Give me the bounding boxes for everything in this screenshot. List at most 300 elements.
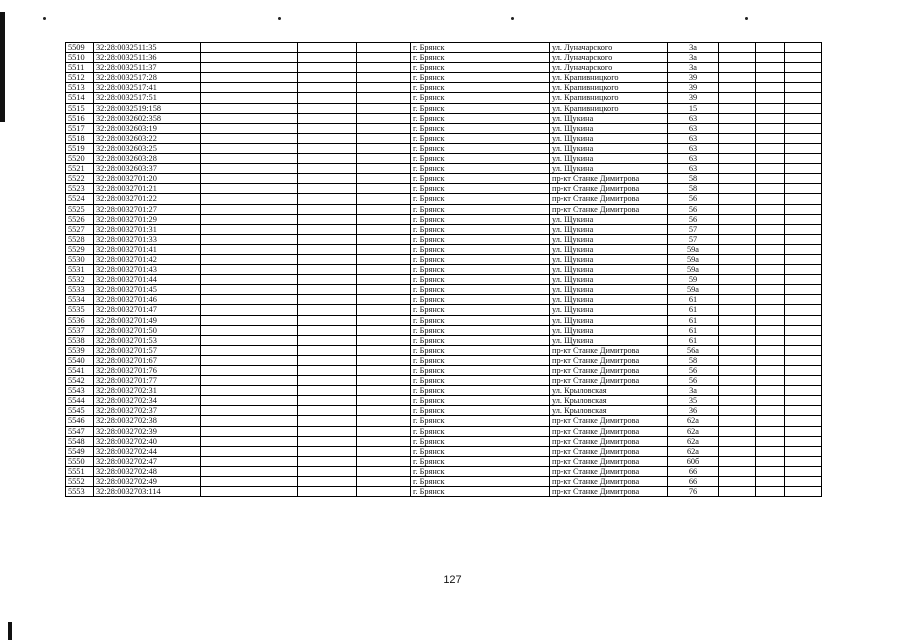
- table-row: [66, 174, 822, 184]
- blank-cell: [719, 275, 756, 285]
- blank-cell: [201, 154, 298, 164]
- blank-cell: [201, 275, 298, 285]
- cadastral-number-cell: 32:28:0032702:40: [94, 436, 201, 446]
- blank-cell: [357, 93, 411, 103]
- city-cell: г. Брянск: [411, 265, 550, 275]
- city-cell: г. Брянск: [411, 93, 550, 103]
- blank-cell: [298, 426, 357, 436]
- blank-cell: [785, 355, 822, 365]
- blank-cell: [719, 376, 756, 386]
- cadastral-number-cell: 32:28:0032603:28: [94, 154, 201, 164]
- blank-cell: [201, 244, 298, 254]
- table-row: [66, 265, 822, 275]
- blank-cell: [756, 376, 785, 386]
- blank-cell: [719, 487, 756, 497]
- house-number-cell: 39: [668, 83, 719, 93]
- blank-cell: [785, 416, 822, 426]
- house-number-cell: 63: [668, 164, 719, 174]
- blank-cell: [719, 295, 756, 305]
- blank-cell: [201, 376, 298, 386]
- blank-cell: [756, 83, 785, 93]
- blank-cell: [756, 335, 785, 345]
- blank-cell: [785, 184, 822, 194]
- blank-cell: [785, 164, 822, 174]
- blank-cell: [298, 254, 357, 264]
- city-cell: г. Брянск: [411, 113, 550, 123]
- blank-cell: [357, 376, 411, 386]
- street-cell: ул. Щукина: [550, 133, 668, 143]
- row-number-cell: 5547: [66, 426, 94, 436]
- blank-cell: [201, 305, 298, 315]
- blank-cell: [719, 154, 756, 164]
- blank-cell: [785, 214, 822, 224]
- blank-cell: [357, 325, 411, 335]
- blank-cell: [785, 53, 822, 63]
- street-cell: ул. Крапивницкого: [550, 93, 668, 103]
- table-row: [66, 244, 822, 254]
- blank-cell: [756, 305, 785, 315]
- row-number-cell: 5533: [66, 285, 94, 295]
- blank-cell: [357, 63, 411, 73]
- table-row: [66, 345, 822, 355]
- blank-cell: [719, 345, 756, 355]
- blank-cell: [719, 355, 756, 365]
- blank-cell: [719, 184, 756, 194]
- street-cell: пр-кт Станке Димитрова: [550, 416, 668, 426]
- blank-cell: [298, 345, 357, 355]
- blank-cell: [756, 164, 785, 174]
- row-number-cell: 5530: [66, 254, 94, 264]
- blank-cell: [357, 43, 411, 53]
- blank-cell: [357, 315, 411, 325]
- city-cell: г. Брянск: [411, 103, 550, 113]
- blank-cell: [298, 275, 357, 285]
- row-number-cell: 5509: [66, 43, 94, 53]
- blank-cell: [785, 133, 822, 143]
- blank-cell: [719, 43, 756, 53]
- row-number-cell: 5526: [66, 214, 94, 224]
- blank-cell: [298, 466, 357, 476]
- row-number-cell: 5514: [66, 93, 94, 103]
- street-cell: ул. Крапивницкого: [550, 73, 668, 83]
- blank-cell: [756, 456, 785, 466]
- blank-cell: [201, 466, 298, 476]
- city-cell: г. Брянск: [411, 305, 550, 315]
- blank-cell: [201, 345, 298, 355]
- street-cell: ул. Крыловская: [550, 396, 668, 406]
- blank-cell: [201, 456, 298, 466]
- blank-cell: [756, 63, 785, 73]
- blank-cell: [719, 204, 756, 214]
- row-number-cell: 5544: [66, 396, 94, 406]
- city-cell: г. Брянск: [411, 133, 550, 143]
- table-row: [66, 254, 822, 264]
- blank-cell: [756, 254, 785, 264]
- blank-cell: [201, 285, 298, 295]
- blank-cell: [785, 63, 822, 73]
- house-number-cell: 63: [668, 123, 719, 133]
- house-number-cell: 76: [668, 487, 719, 497]
- cadastral-number-cell: 32:28:0032701:33: [94, 234, 201, 244]
- blank-cell: [201, 73, 298, 83]
- city-cell: г. Брянск: [411, 63, 550, 73]
- blank-cell: [201, 93, 298, 103]
- row-number-cell: 5512: [66, 73, 94, 83]
- blank-cell: [719, 477, 756, 487]
- blank-cell: [719, 53, 756, 63]
- city-cell: г. Брянск: [411, 154, 550, 164]
- blank-cell: [298, 355, 357, 365]
- cadastral-number-cell: 32:28:0032701:22: [94, 194, 201, 204]
- house-number-cell: 58: [668, 184, 719, 194]
- blank-cell: [719, 366, 756, 376]
- blank-cell: [357, 123, 411, 133]
- city-cell: г. Брянск: [411, 315, 550, 325]
- blank-cell: [298, 174, 357, 184]
- cadastral-number-cell: 32:28:0032602:358: [94, 113, 201, 123]
- blank-cell: [719, 436, 756, 446]
- blank-cell: [201, 355, 298, 365]
- table-row: [66, 43, 822, 53]
- blank-cell: [298, 446, 357, 456]
- blank-cell: [719, 224, 756, 234]
- cadastral-number-cell: 32:28:0032702:39: [94, 426, 201, 436]
- cadastral-number-cell: 32:28:0032603:19: [94, 123, 201, 133]
- blank-cell: [785, 123, 822, 133]
- blank-cell: [357, 446, 411, 456]
- blank-cell: [719, 254, 756, 264]
- cadastral-number-cell: 32:28:0032511:37: [94, 63, 201, 73]
- blank-cell: [298, 285, 357, 295]
- cadastral-number-cell: 32:28:0032701:44: [94, 275, 201, 285]
- street-cell: ул. Крыловская: [550, 406, 668, 416]
- blank-cell: [756, 53, 785, 63]
- blank-cell: [756, 487, 785, 497]
- blank-cell: [756, 285, 785, 295]
- house-number-cell: 58: [668, 355, 719, 365]
- city-cell: г. Брянск: [411, 83, 550, 93]
- blank-cell: [201, 386, 298, 396]
- blank-cell: [357, 366, 411, 376]
- cadastral-number-cell: 32:28:0032702:47: [94, 456, 201, 466]
- house-number-cell: 66: [668, 466, 719, 476]
- blank-cell: [756, 406, 785, 416]
- cadastral-number-cell: 32:28:0032603:37: [94, 164, 201, 174]
- row-number-cell: 5550: [66, 456, 94, 466]
- city-cell: г. Брянск: [411, 416, 550, 426]
- house-number-cell: 62а: [668, 416, 719, 426]
- street-cell: ул. Крапивницкого: [550, 103, 668, 113]
- blank-cell: [756, 93, 785, 103]
- blank-cell: [756, 103, 785, 113]
- blank-cell: [357, 244, 411, 254]
- house-number-cell: 59а: [668, 254, 719, 264]
- blank-cell: [719, 456, 756, 466]
- blank-cell: [298, 113, 357, 123]
- blank-cell: [785, 325, 822, 335]
- house-number-cell: 61: [668, 335, 719, 345]
- street-cell: ул. Щукина: [550, 335, 668, 345]
- blank-cell: [298, 436, 357, 446]
- row-number-cell: 5537: [66, 325, 94, 335]
- blank-cell: [357, 487, 411, 497]
- blank-cell: [357, 295, 411, 305]
- blank-cell: [298, 366, 357, 376]
- street-cell: пр-кт Станке Димитрова: [550, 184, 668, 194]
- blank-cell: [785, 244, 822, 254]
- blank-cell: [298, 376, 357, 386]
- city-cell: г. Брянск: [411, 184, 550, 194]
- cadastral-number-cell: 32:28:0032701:20: [94, 174, 201, 184]
- city-cell: г. Брянск: [411, 335, 550, 345]
- blank-cell: [785, 174, 822, 184]
- blank-cell: [785, 224, 822, 234]
- city-cell: г. Брянск: [411, 285, 550, 295]
- street-cell: пр-кт Станке Димитрова: [550, 446, 668, 456]
- blank-cell: [756, 244, 785, 254]
- blank-cell: [201, 234, 298, 244]
- row-number-cell: 5546: [66, 416, 94, 426]
- house-number-cell: 3а: [668, 386, 719, 396]
- street-cell: ул. Луначарского: [550, 53, 668, 63]
- blank-cell: [756, 426, 785, 436]
- blank-cell: [201, 214, 298, 224]
- blank-cell: [756, 355, 785, 365]
- blank-cell: [719, 244, 756, 254]
- cadastral-number-cell: 32:28:0032511:35: [94, 43, 201, 53]
- city-cell: г. Брянск: [411, 477, 550, 487]
- blank-cell: [785, 446, 822, 456]
- blank-cell: [201, 113, 298, 123]
- table-row: [66, 184, 822, 194]
- city-cell: г. Брянск: [411, 204, 550, 214]
- cadastral-number-cell: 32:28:0032517:51: [94, 93, 201, 103]
- blank-cell: [756, 154, 785, 164]
- blank-cell: [785, 396, 822, 406]
- blank-cell: [298, 325, 357, 335]
- row-number-cell: 5538: [66, 335, 94, 345]
- blank-cell: [357, 174, 411, 184]
- city-cell: г. Брянск: [411, 355, 550, 365]
- cadastral-number-cell: 32:28:0032702:34: [94, 396, 201, 406]
- blank-cell: [756, 446, 785, 456]
- blank-cell: [357, 113, 411, 123]
- city-cell: г. Брянск: [411, 234, 550, 244]
- blank-cell: [201, 53, 298, 63]
- city-cell: г. Брянск: [411, 164, 550, 174]
- city-cell: г. Брянск: [411, 466, 550, 476]
- blank-cell: [785, 194, 822, 204]
- cadastral-number-cell: 32:28:0032702:44: [94, 446, 201, 456]
- cadastral-number-cell: 32:28:0032701:57: [94, 345, 201, 355]
- table-row: [66, 83, 822, 93]
- blank-cell: [785, 466, 822, 476]
- blank-cell: [719, 133, 756, 143]
- street-cell: пр-кт Станке Димитрова: [550, 456, 668, 466]
- blank-cell: [201, 83, 298, 93]
- house-number-cell: 63: [668, 113, 719, 123]
- cadastral-number-cell: 32:28:0032702:31: [94, 386, 201, 396]
- blank-cell: [756, 113, 785, 123]
- row-number-cell: 5539: [66, 345, 94, 355]
- street-cell: пр-кт Станке Димитрова: [550, 426, 668, 436]
- blank-cell: [201, 164, 298, 174]
- blank-cell: [298, 335, 357, 345]
- blank-cell: [719, 335, 756, 345]
- street-cell: ул. Щукина: [550, 214, 668, 224]
- blank-cell: [298, 295, 357, 305]
- blank-cell: [756, 265, 785, 275]
- blank-cell: [201, 325, 298, 335]
- row-number-cell: 5552: [66, 477, 94, 487]
- city-cell: г. Брянск: [411, 194, 550, 204]
- row-number-cell: 5534: [66, 295, 94, 305]
- blank-cell: [357, 103, 411, 113]
- street-cell: пр-кт Станке Димитрова: [550, 194, 668, 204]
- street-cell: ул. Крапивницкого: [550, 83, 668, 93]
- blank-cell: [357, 275, 411, 285]
- table-row: [66, 466, 822, 476]
- blank-cell: [785, 73, 822, 83]
- blank-cell: [201, 477, 298, 487]
- street-cell: пр-кт Станке Димитрова: [550, 355, 668, 365]
- blank-cell: [719, 325, 756, 335]
- table-row: [66, 113, 822, 123]
- row-number-cell: 5525: [66, 204, 94, 214]
- row-number-cell: 5536: [66, 315, 94, 325]
- row-number-cell: 5521: [66, 164, 94, 174]
- cadastral-number-cell: 32:28:0032701:45: [94, 285, 201, 295]
- blank-cell: [201, 436, 298, 446]
- house-number-cell: 59а: [668, 265, 719, 275]
- table-row: [66, 194, 822, 204]
- row-number-cell: 5520: [66, 154, 94, 164]
- row-number-cell: 5516: [66, 113, 94, 123]
- row-number-cell: 5551: [66, 466, 94, 476]
- blank-cell: [201, 396, 298, 406]
- city-cell: г. Брянск: [411, 345, 550, 355]
- city-cell: г. Брянск: [411, 275, 550, 285]
- blank-cell: [201, 426, 298, 436]
- blank-cell: [785, 436, 822, 446]
- street-cell: ул. Луначарского: [550, 63, 668, 73]
- blank-cell: [719, 214, 756, 224]
- table-row: [66, 285, 822, 295]
- blank-cell: [756, 73, 785, 83]
- blank-cell: [357, 73, 411, 83]
- blank-cell: [298, 133, 357, 143]
- city-cell: г. Брянск: [411, 214, 550, 224]
- blank-cell: [719, 386, 756, 396]
- blank-cell: [298, 234, 357, 244]
- blank-cell: [719, 446, 756, 456]
- house-number-cell: 3а: [668, 63, 719, 73]
- row-number-cell: 5531: [66, 265, 94, 275]
- table-row: [66, 355, 822, 365]
- blank-cell: [785, 254, 822, 264]
- house-number-cell: 56: [668, 194, 719, 204]
- blank-cell: [357, 143, 411, 153]
- city-cell: г. Брянск: [411, 123, 550, 133]
- blank-cell: [719, 83, 756, 93]
- table-row: [66, 63, 822, 73]
- blank-cell: [357, 154, 411, 164]
- city-cell: г. Брянск: [411, 43, 550, 53]
- cadastral-number-cell: 32:28:0032701:31: [94, 224, 201, 234]
- city-cell: г. Брянск: [411, 446, 550, 456]
- row-number-cell: 5548: [66, 436, 94, 446]
- blank-cell: [357, 305, 411, 315]
- table-row: [66, 386, 822, 396]
- blank-cell: [357, 234, 411, 244]
- blank-cell: [298, 477, 357, 487]
- blank-cell: [298, 53, 357, 63]
- house-number-cell: 36: [668, 406, 719, 416]
- blank-cell: [785, 154, 822, 164]
- blank-cell: [785, 113, 822, 123]
- blank-cell: [719, 234, 756, 244]
- house-number-cell: 62а: [668, 446, 719, 456]
- house-number-cell: 60б: [668, 456, 719, 466]
- blank-cell: [298, 244, 357, 254]
- street-cell: ул. Щукина: [550, 285, 668, 295]
- cadastral-number-cell: 32:28:0032701:49: [94, 315, 201, 325]
- city-cell: г. Брянск: [411, 244, 550, 254]
- row-number-cell: 5529: [66, 244, 94, 254]
- cadastral-registry-table: [65, 42, 822, 497]
- table-row: [66, 426, 822, 436]
- blank-cell: [201, 224, 298, 234]
- blank-cell: [201, 487, 298, 497]
- street-cell: пр-кт Станке Димитрова: [550, 466, 668, 476]
- blank-cell: [357, 53, 411, 63]
- table-row: [66, 295, 822, 305]
- table-row: [66, 416, 822, 426]
- blank-cell: [357, 396, 411, 406]
- house-number-cell: 62а: [668, 426, 719, 436]
- blank-cell: [357, 355, 411, 365]
- street-cell: пр-кт Станке Димитрова: [550, 436, 668, 446]
- blank-cell: [756, 214, 785, 224]
- table-row: [66, 487, 822, 497]
- row-number-cell: 5553: [66, 487, 94, 497]
- blank-cell: [785, 103, 822, 113]
- blank-cell: [756, 224, 785, 234]
- blank-cell: [201, 143, 298, 153]
- table-row: [66, 53, 822, 63]
- blank-cell: [201, 335, 298, 345]
- blank-cell: [357, 224, 411, 234]
- table-body: [66, 43, 822, 497]
- blank-cell: [756, 123, 785, 133]
- blank-cell: [298, 487, 357, 497]
- cadastral-number-cell: 32:28:0032701:77: [94, 376, 201, 386]
- blank-cell: [785, 143, 822, 153]
- blank-cell: [756, 275, 785, 285]
- blank-cell: [298, 63, 357, 73]
- house-number-cell: 63: [668, 133, 719, 143]
- street-cell: ул. Щукина: [550, 164, 668, 174]
- blank-cell: [756, 295, 785, 305]
- blank-cell: [785, 315, 822, 325]
- row-number-cell: 5528: [66, 234, 94, 244]
- blank-cell: [719, 93, 756, 103]
- blank-cell: [357, 477, 411, 487]
- house-number-cell: 66: [668, 477, 719, 487]
- house-number-cell: 61: [668, 305, 719, 315]
- punch-dot: [745, 17, 748, 20]
- blank-cell: [201, 123, 298, 133]
